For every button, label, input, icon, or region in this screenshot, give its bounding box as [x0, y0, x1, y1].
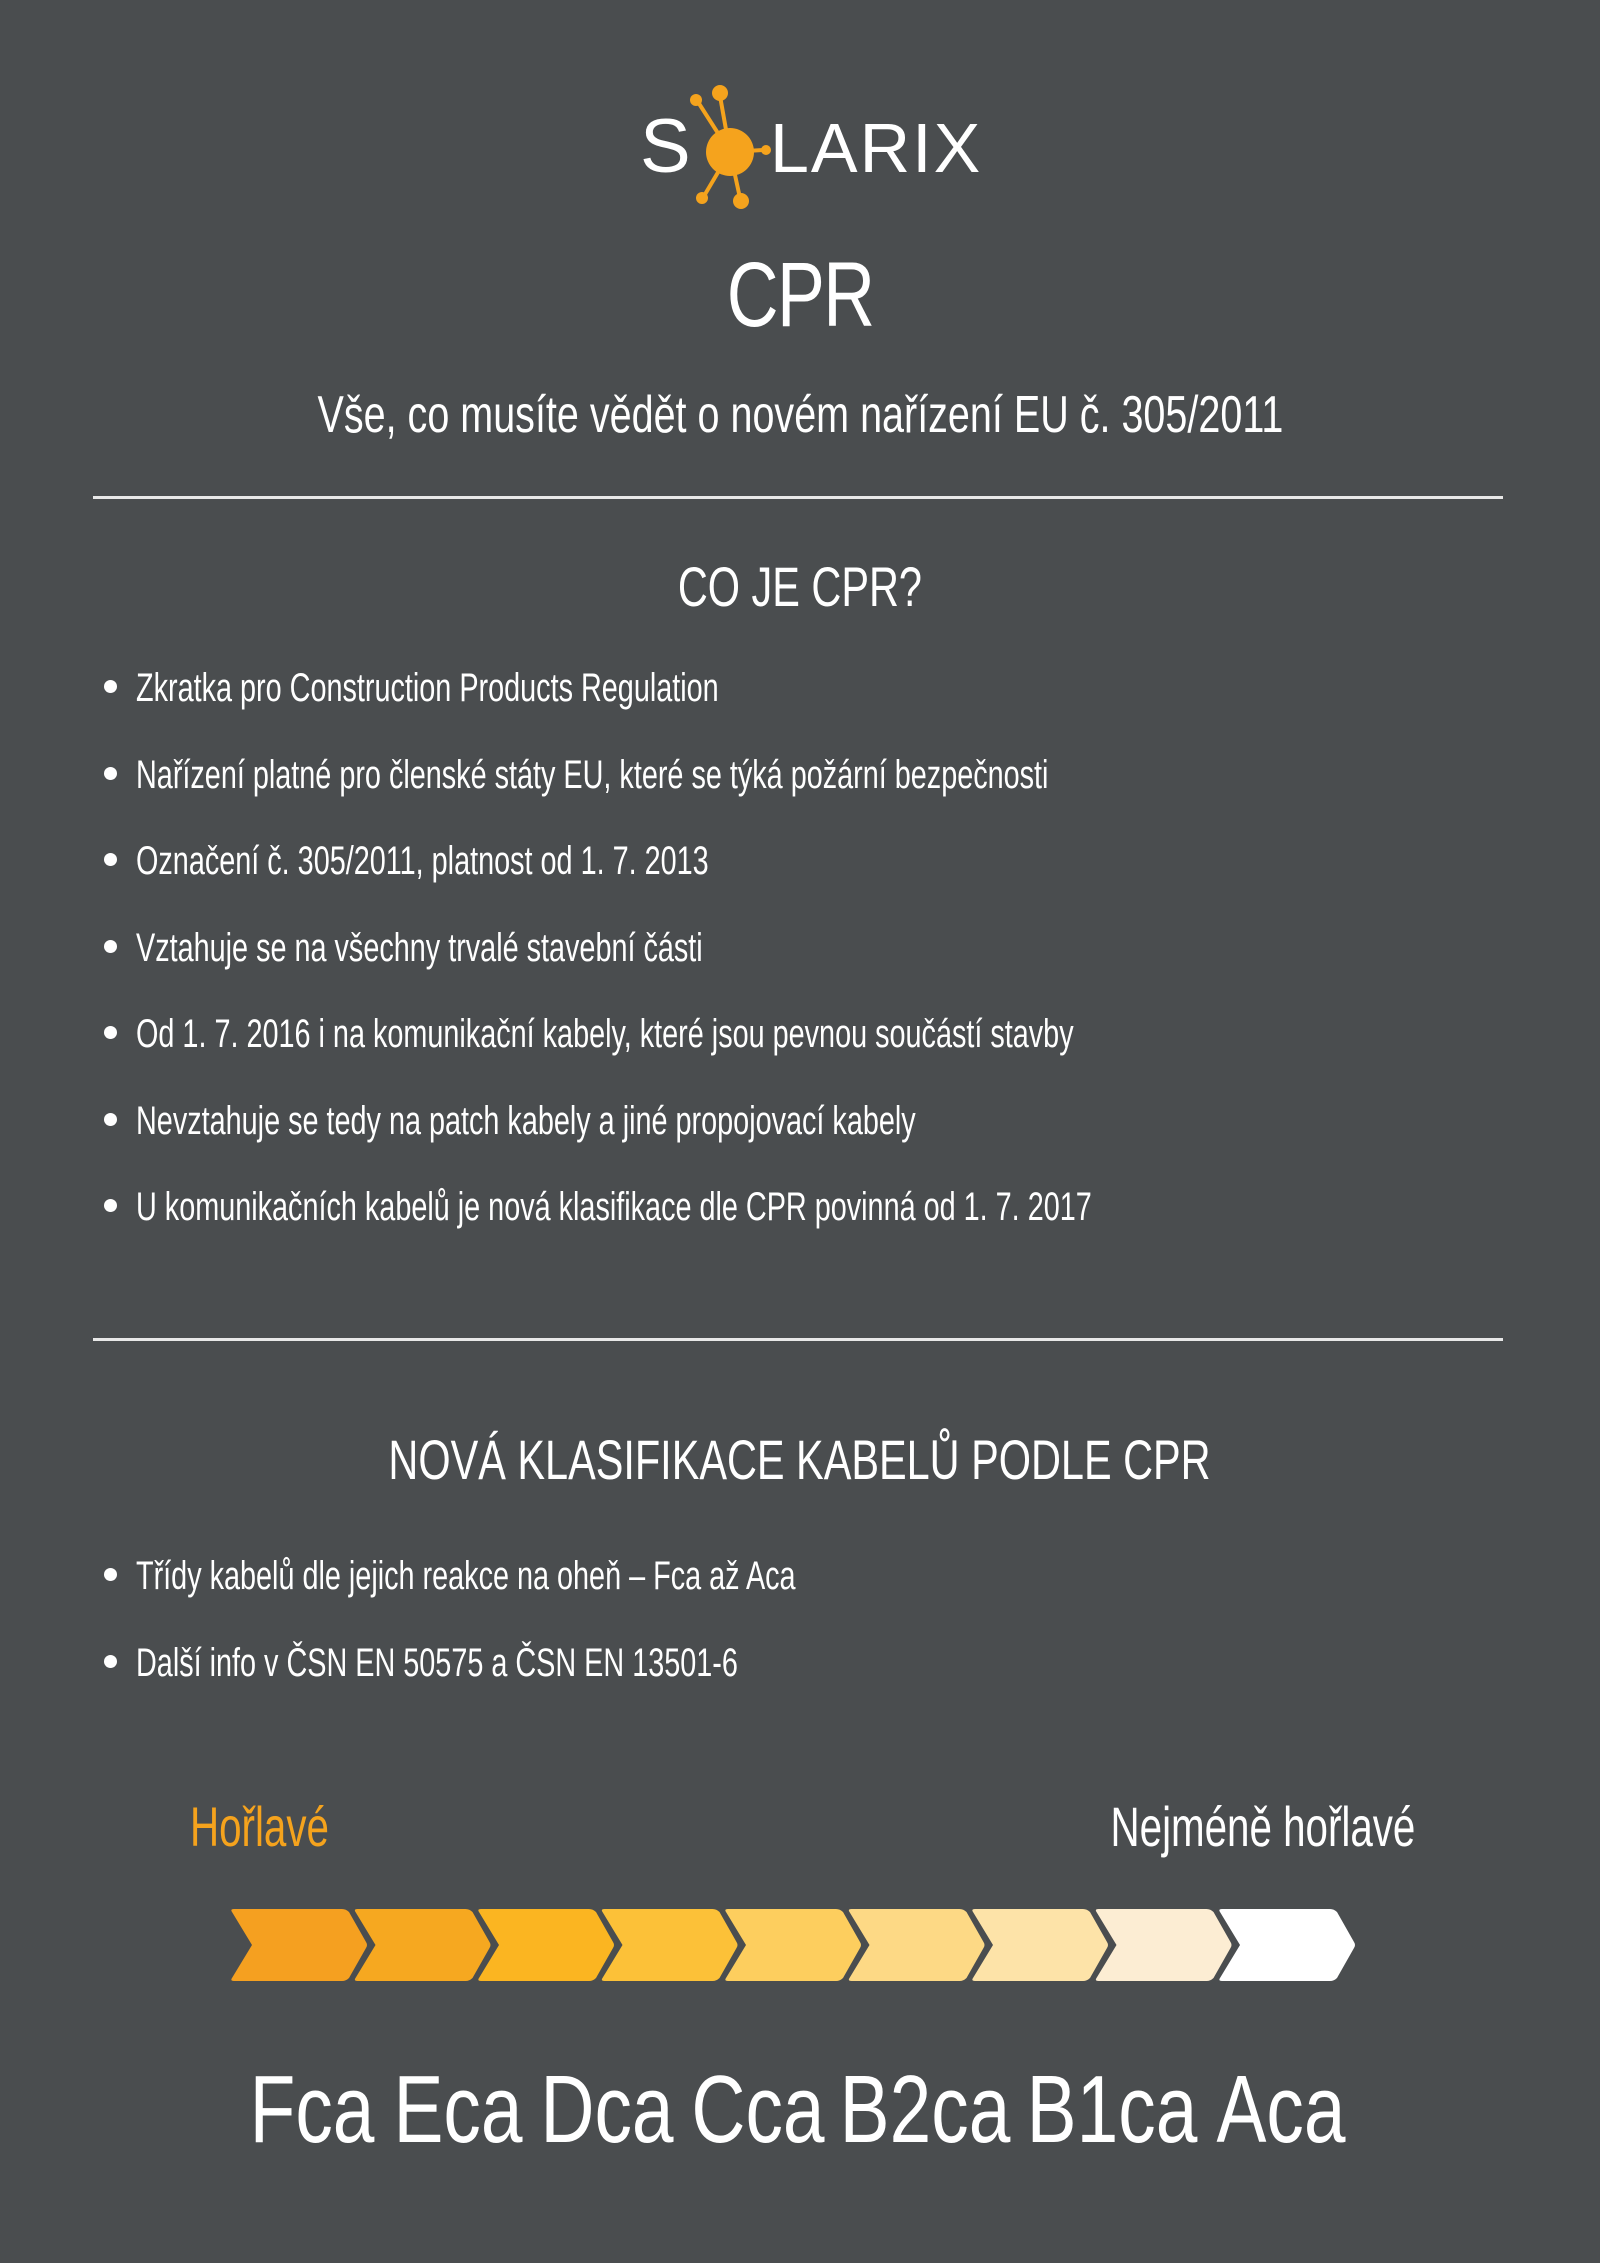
divider-top [93, 496, 1503, 499]
section-title-classification: NOVÁ KLASIFIKACE KABELŮ PODLE CPR [388, 1428, 1212, 1491]
label-least-flammable: Nejméně hořlavé [1110, 1795, 1415, 1858]
scale-arrow-7 [972, 1909, 1108, 1981]
list-item: Třídy kabelů dle jejich reakce na oheň – Fca až Aca [100, 1546, 1500, 1633]
class-label-dca: Dca [540, 2056, 674, 2163]
bullet-icon [104, 1026, 117, 1039]
bullet-icon [104, 940, 117, 953]
page-subtitle: Vše, co musíte vědět o novém nařízení EU č. 305/2011 [317, 386, 1283, 444]
bullet-icon [104, 1568, 117, 1581]
list-item: Další info v ČSN EN 50575 a ČSN EN 13501-6 [100, 1633, 1500, 1720]
list-item: Nařízení platné pro členské státy EU, které se týká požární bezpečnosti [100, 745, 1500, 832]
scale-arrow-9 [1219, 1909, 1355, 1981]
solarix-logo [640, 80, 983, 210]
bullet-icon [104, 1113, 117, 1126]
list-item: Nevztahuje se tedy na patch kabely a jiné propojovací kabely [100, 1091, 1500, 1178]
list-item: U komunikačních kabelů je nová klasifikace dle CPR povinná od 1. 7. 2017 [100, 1177, 1500, 1264]
what-is-cpr-list [100, 658, 1500, 1264]
scale-arrow-1 [231, 1909, 367, 1981]
class-label-b1ca: B1ca [1026, 2056, 1198, 2163]
classification-list [100, 1546, 1500, 1719]
list-item: Vztahuje se na všechny trvalé stavební části [100, 918, 1500, 1005]
list-item: Zkratka pro Construction Products Regulation [100, 658, 1500, 745]
section-title-what-is-cpr: CO JE CPR? [677, 555, 923, 618]
class-label-cca: Cca [691, 2056, 825, 2163]
logo-letter-s: S [640, 104, 691, 189]
class-label-aca: Aca [1216, 2056, 1346, 2163]
scale-arrow-6 [849, 1909, 985, 1981]
bullet-icon [104, 767, 117, 780]
flammability-scale [230, 1905, 1370, 1985]
bullet-icon [104, 853, 117, 866]
scale-arrow-8 [1096, 1909, 1232, 1981]
label-flammable: Hořlavé [190, 1795, 329, 1858]
class-label-eca: Eca [393, 2056, 523, 2163]
page-title: CPR [726, 244, 874, 346]
scale-arrow-2 [355, 1909, 491, 1981]
bullet-icon [104, 1199, 117, 1212]
class-labels [0, 2050, 1600, 2170]
logo-letters-larix: LARIX [770, 109, 983, 187]
list-item: Označení č. 305/2011, platnost od 1. 7. 2013 [100, 831, 1500, 918]
scale-arrow-5 [725, 1909, 861, 1981]
scale-arrow-3 [478, 1909, 614, 1981]
logo-sun-icon [690, 85, 771, 209]
class-label-b2ca: B2ca [839, 2056, 1011, 2163]
list-item: Od 1. 7. 2016 i na komunikační kabely, které jsou pevnou součástí stavby [100, 1004, 1500, 1091]
divider-middle [93, 1338, 1503, 1341]
bullet-icon [104, 680, 117, 693]
class-label-fca: Fca [249, 2056, 375, 2163]
scale-arrow-4 [602, 1909, 738, 1981]
bullet-icon [104, 1655, 117, 1668]
